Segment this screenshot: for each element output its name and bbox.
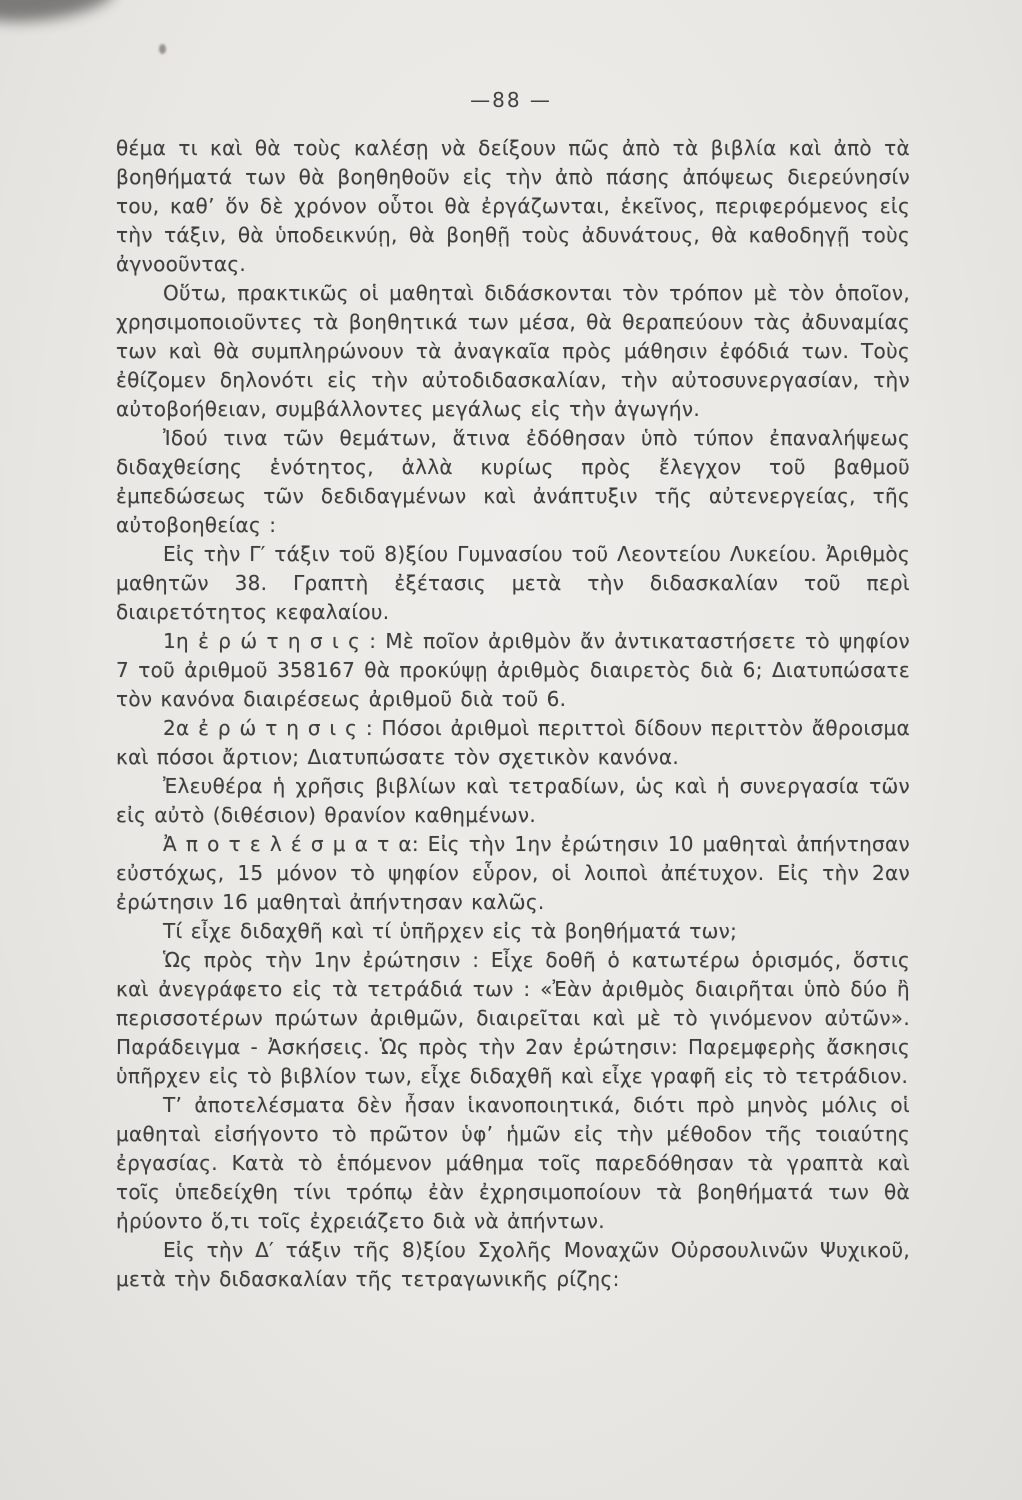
paragraph: Εἰς τὴν Δ′ τάξιν τῆς 8)ξίου Σχολῆς Μοναχῶν Οὐρσουλινῶν Ψυχικοῦ, μετὰ τὴν διδασκαλίαν τῆς τετραγωνικῆς ρίζης: xyxy=(116,1238,910,1291)
scan-speck xyxy=(159,44,166,54)
paragraph: Ἐλευθέρα ἡ χρῆσις βιβλίων καὶ τετραδίων, ὡς καὶ ἡ συνεργασία τῶν εἰς αὐτὸ (διθέσιον) θρανίον καθημένων. xyxy=(116,774,910,827)
paragraph: Οὕτω, πρακτικῶς οἱ μαθηταὶ διδάσκονται τὸν τρόπον μὲ τὸν ὁποῖον, χρησιμοποιοῦντες τὰ βοηθητικά των μέσα, θὰ θεραπεύουν τὰς ἀδυναμίας των καὶ θὰ συμπληρώνουν τὰ ἀναγκαῖα πρὸς μάθησιν ἐφόδιά των. Τοὺς ἐθίζομεν δηλονότι εἰς τὴν αὐτοδιδασκαλίαν, τὴν αὐτοσυνεργασίαν, τὴν αὐτοβοήθειαν, συμβάλλοντες μεγάλως εἰς τὴν ἀγωγήν. xyxy=(116,281,910,421)
paragraph: Τί εἶχε διδαχθῆ καὶ τί ὑπῆρχεν εἰς τὰ βοηθήματά των; xyxy=(163,919,738,943)
paragraph: 2α ἐ ρ ώ τ η σ ι ς : Πόσοι ἀριθμοὶ περιττοὶ δίδουν περιττὸν ἄθροισμα καὶ πόσοι ἄρτιον; Διατυπώσατε τὸν σχετικὸν κανόνα. xyxy=(116,716,910,769)
paragraph: Ὡς πρὸς τὴν 1ην ἐρώτησιν : Εἶχε δοθῆ ὁ κατωτέρω ὁρισμός, ὅστις καὶ ἀνεγράφετο εἰς τὰ τετράδιά των : «Ἐὰν ἀριθμὸς διαιρῆται ὑπὸ δύο ἢ περισσοτέρων πρώτων ἀριθμῶν, διαιρεῖται καὶ μὲ τὸ γινόμενον αὐτῶν». Παράδειγμα - Ἀσκήσεις. Ὡς πρὸς τὴν 2αν ἐρώτησιν: Παρεμφερὴς ἄσκησις ὑπῆρχεν εἰς τὸ βιβλίον των, εἶχε διδαχθῆ καὶ εἶχε γραφῆ εἰς τὸ τετράδιον. xyxy=(116,948,910,1088)
paragraph: θέμα τι καὶ θὰ τοὺς καλέσῃ νὰ δείξουν πῶς ἀπὸ τὰ βιβλία καὶ ἀπὸ τὰ βοηθήματά των θὰ βοηθηθοῦν εἰς τὴν ἀπὸ πάσης ἀπόψεως διερεύνησίν του, καθ’ ὅν δὲ χρόνον οὗτοι θὰ ἐργάζωνται, ἐκεῖνος, περιφερόμενος εἰς τὴν τάξιν, θὰ ὑποδεικνύῃ, θὰ βοηθῇ τοὺς ἀδυνάτους, θὰ καθοδηγῇ τοὺς ἀγνοοῦντας. xyxy=(116,136,910,276)
scan-corner-smudge xyxy=(0,0,118,29)
page-number: —88 — xyxy=(470,88,552,112)
paragraph: Ἀ π ο τ ε λ έ σ μ α τ α: Εἰς τὴν 1ην ἐρώτησιν 10 μαθηταὶ ἀπήντησαν εὐστόχως, 15 μόνον τὸ ψηφίον εὗρον, οἱ λοιποὶ ἀπέτυχον. Εἰς τὴν 2αν ἐρώτησιν 16 μαθηταὶ ἀπήντησαν καλῶς. xyxy=(116,832,910,914)
paragraph: Ἰδού τινα τῶν θεμάτων, ἅτινα ἐδόθησαν ὑπὸ τύπον ἐπαναλήψεως διδαχθείσης ἑνότητος, ἀλλὰ κυρίως πρὸς ἔλεγχον τοῦ βαθμοῦ ἐμπεδώσεως τῶν δεδιδαγμένων καὶ ἀνάπτυξιν τῆς αὐτενεργείας, τῆς αὐτοβοηθείας : xyxy=(116,426,910,537)
paragraph: Εἰς τὴν Γ′ τάξιν τοῦ 8)ξίου Γυμνασίου τοῦ Λεοντείου Λυκείου. Ἀριθμὸς μαθητῶν 38. Γραπτὴ ἐξέτασις μετὰ τὴν διδασκαλίαν τοῦ περὶ διαιρετότητος κεφαλαίου. xyxy=(116,542,910,624)
paragraph: Τ’ ἀποτελέσματα δὲν ἦσαν ἱκανοποιητικά, διότι πρὸ μηνὸς μόλις οἱ μαθηταὶ εἰσήγοντο τὸ πρῶτον ὑφ’ ἡμῶν εἰς τὴν μέθοδον τῆς τοιαύτης ἐργασίας. Κατὰ τὸ ἑπόμενον μάθημα τοῖς παρεδόθησαν τὰ γραπτὰ καὶ τοῖς ὑπεδείχθη τίνι τρόπῳ ἐὰν ἐχρησιμοποίουν τὰ βοηθήματά των θὰ ἠρύοντο ὅ,τι τοῖς ἐχρειάζετο διὰ νὰ ἀπήντων. xyxy=(116,1093,910,1233)
text-block xyxy=(116,134,910,1294)
paragraph: 1η ἐ ρ ώ τ η σ ι ς : Μὲ ποῖον ἀριθμὸν ἄν ἀντικαταστήσετε τὸ ψηφίον 7 τοῦ ἀριθμοῦ 358167 θὰ προκύψῃ ἀριθμὸς διαιρετὸς διὰ 6; Διατυπώσατε τὸν κανόνα διαιρέσεως ἀριθμοῦ διὰ τοῦ 6. xyxy=(116,629,910,711)
